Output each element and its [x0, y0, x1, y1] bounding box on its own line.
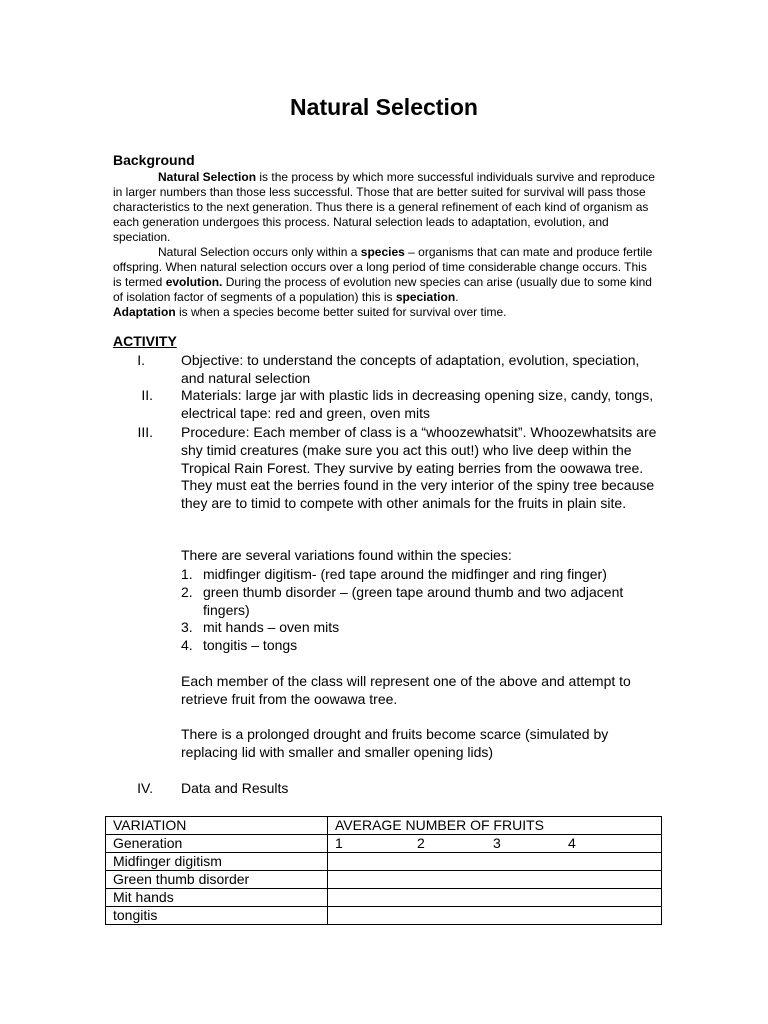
- table-cell-generation-label: Generation: [106, 835, 328, 853]
- item-numeral: I.: [137, 352, 145, 368]
- term-evolution: evolution.: [165, 274, 223, 289]
- term-species: species: [360, 245, 405, 259]
- background-heading: Background: [113, 152, 195, 168]
- item-numeral: III.: [137, 424, 153, 440]
- results-table: [105, 816, 662, 925]
- table-cell-empty[interactable]: [328, 871, 662, 889]
- item-text: Materials: large jar with plastic lids in decreasing opening size, candy, tongs, electrical tape: red and green, oven mits: [181, 387, 654, 421]
- item-text: Procedure: Each member of class is a “whoozewhatsit”. Whoozewhatsits are shy timid creatures (make sure you act this out!) who live deep within the Tropical Rain Forest. They survive by eating berries from the oowawa tree. They must eat the berries found in the very interior of the spiny tree because they are to timid to compete with other animals for the fruits in plain site.: [181, 424, 657, 512]
- term-speciation: speciation: [395, 289, 456, 304]
- background-paragraph-1: Natural Selection is the process by which more successful individuals survive and reproduce in larger numbers than those less successful. Those that are better suited for survival will pass those characteristics to the next generation. Thus there is a general refinement of each kind of organism as each generation undergoes this process. Natural selection leads to adaptation, evolution, and speciation.: [113, 170, 655, 244]
- table-cell-variation: Midfinger digitism: [106, 853, 328, 871]
- term-adaptation: Adaptation: [113, 304, 176, 319]
- table-row: [106, 871, 662, 889]
- document-page: Natural Selection Background Natural Selection is the process by which more successful individuals survive and reproduce in larger numbers than those less successful. Those that are better suited for survival will pass those characteristics to the next generation. Thus there is a general refinement of each kind of organism as each generation undergoes this process. Natural selection leads to adaptation, evolution, and speciation. Natural Selection occurs only within a species – organisms that can mate and produce fertile offspring. When natural selection occurs over a long period of time considerable change occurs. This is termed evolution. During the process of evolution new species can arise (usually due to some kind of isolation factor of segments of a population) this is speciation. Adaptation is when a species become better suited for survival over time. ACTIVITY I. Objective: to understand the concepts of adaptation, evolution, speciation, and natural selection II. Materials: large jar with plastic lids in decreasing opening size, candy, tongs, electrical tape: red and green, oven mits III. Procedure: Each member of class is a “whoozewhatsit”. Whoozewhatsits are shy timid creatures (make sure you act this out!) who live deep within the Tropical Rain Forest. They survive by eating berries from the oowawa tree. They must eat the berries found in the very interior of the spiny tree because they are to timid to compete with other animals for the fruits in plain site. There are several variations found within the species: 1. midfinger digitism- (red tape around the midfinger and ring finger) 2. green thumb disorder – (green tape around thumb and two adjacent fingers) 3. mit hands – oven mits 4. tongitis – tongs Each member of the class will represent one of the above and attempt to retrieve fruit from the oowawa tree. There is a prolonged drought and fruits become scarce (simulated by replacing lid with smaller and smaller opening lids) IV. Data and Results VARIATION AVERAGE NUMBER OF FRUITS Generation 1 2 3 4 Midfinger digitism Green thumb disorder Mit hands tongitis: [0, 0, 768, 1024]
- table-row: [106, 853, 662, 871]
- table-row: [106, 889, 662, 907]
- table-cell-generations: [328, 835, 662, 853]
- generation-number: 4: [568, 835, 576, 851]
- item-numeral: II.: [141, 387, 153, 403]
- table-header-row: [106, 817, 662, 835]
- drought-paragraph: There is a prolonged drought and fruits become scarce (simulated by replacing lid with smaller and smaller opening lids): [181, 726, 609, 760]
- member-paragraph: Each member of the class will represent one of the above and attempt to retrieve fruit from the oowawa tree.: [181, 673, 631, 707]
- item-text: Data and Results: [181, 780, 289, 796]
- table-cell-empty[interactable]: [328, 907, 662, 925]
- table-cell-variation: Green thumb disorder: [106, 871, 328, 889]
- table-row: [106, 907, 662, 925]
- table-header-variation: VARIATION: [106, 817, 328, 835]
- table-header-average: AVERAGE NUMBER OF FRUITS: [328, 817, 662, 835]
- item-text: Objective: to understand the concepts of adaptation, evolution, speciation, and natural selection: [181, 352, 640, 386]
- background-paragraph-2: Natural Selection occurs only within a species – organisms that can mate and produce fertile offspring. When natural selection occurs over a long period of time considerable change occurs. This is termed evolution. During the process of evolution new species can arise (usually due to some kind of isolation factor of segments of a population) this is speciation. Adaptation is when a species become better suited for survival over time.: [113, 245, 653, 319]
- item-numeral: IV.: [137, 780, 153, 796]
- generation-number: 1: [335, 835, 343, 851]
- variations-intro: There are several variations found within the species:: [181, 547, 512, 563]
- table-cell-empty[interactable]: [328, 889, 662, 907]
- term-natural-selection: Natural Selection: [158, 170, 257, 184]
- table-generation-row: [106, 835, 662, 853]
- table-cell-variation: tongitis: [106, 907, 328, 925]
- table-cell-empty[interactable]: [328, 853, 662, 871]
- generation-number: 2: [417, 835, 425, 851]
- page-title: Natural Selection: [290, 94, 478, 120]
- activity-heading: ACTIVITY: [113, 333, 177, 349]
- table-cell-variation: Mit hands: [106, 889, 328, 907]
- generation-number: 3: [493, 835, 501, 851]
